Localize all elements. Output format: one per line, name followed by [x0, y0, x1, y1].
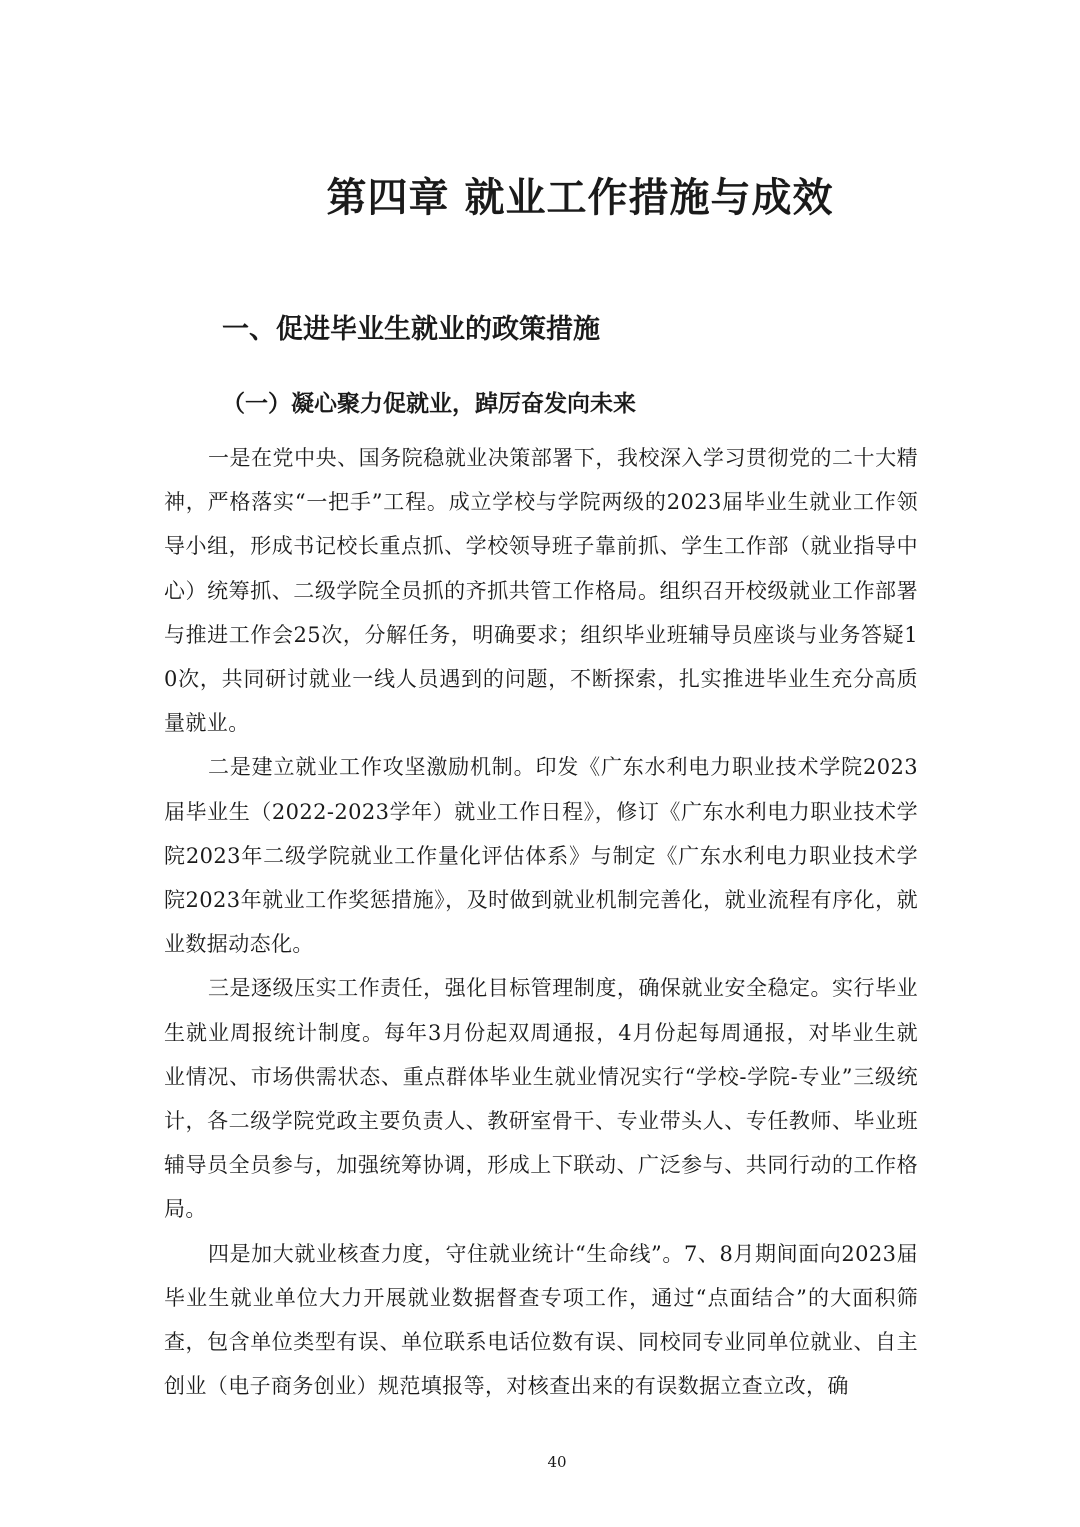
paragraph-1: 一是在党中央、国务院稳就业决策部署下，我校深入学习贯彻党的二十大精神，严格落实“一把手”工程。成立学校与学院两级的2023届毕业生就业工作领导小组，形成书记校长重点抓、学校领导班子靠前抓、学生工作部（就业指导中心）统筹抓、二级学院全员抓的齐抓共管工作格局。组织召开校级就业工作部署与推进工作会25次，分解任务，明确要求；组织毕业班辅导员座谈与业务答疑10次，共同研讨就业一线人员遇到的问题，不断探索，扎实推进毕业生充分高质量就业。 — [164, 446, 918, 736]
page-number: 40 — [547, 1453, 567, 1471]
subsection-heading: （一）凝心聚力促就业，踔厉奋发向未来 — [222, 390, 636, 417]
body-text — [164, 436, 918, 1408]
chapter-title: 第四章 就业工作措施与成效 — [326, 175, 834, 221]
paragraph-3: 三是逐级压实工作责任，强化目标管理制度，确保就业安全稳定。实行毕业生就业周报统计制度。每年3月份起双周通报，4月份起每周通报，对毕业生就业情况、市场供需状态、重点群体毕业生就业情况实行“学校-学院-专业”三级统计，各二级学院党政主要负责人、教研室骨干、专业带头人、专任教师、毕业班辅导员全员参与，加强统筹协调，形成上下联动、广泛参与、共同行动的工作格局。 — [164, 976, 918, 1222]
paragraph-4: 四是加大就业核查力度，守住就业统计“生命线”。7、8月期间面向2023届毕业生就业单位大力开展就业数据督查专项工作，通过“点面结合”的大面积筛查，包含单位类型有误、单位联系电话位数有误、同校同专业同单位就业、自主创业（电子商务创业）规范填报等，对核查出来的有误数据立查立改，确 — [164, 1241, 918, 1399]
section-heading: 一、促进毕业生就业的政策措施 — [222, 314, 600, 345]
paragraph-2: 二是建立就业工作攻坚激励机制。印发《广东水利电力职业技术学院2023届毕业生（2022-2023学年）就业工作日程》，修订《广东水利电力职业技术学院2023年二级学院就业工作量化评估体系》与制定《广东水利电力职业技术学院2023年就业工作奖惩措施》，及时做到就业机制完善化，就业流程有序化，就业数据动态化。 — [164, 755, 918, 957]
